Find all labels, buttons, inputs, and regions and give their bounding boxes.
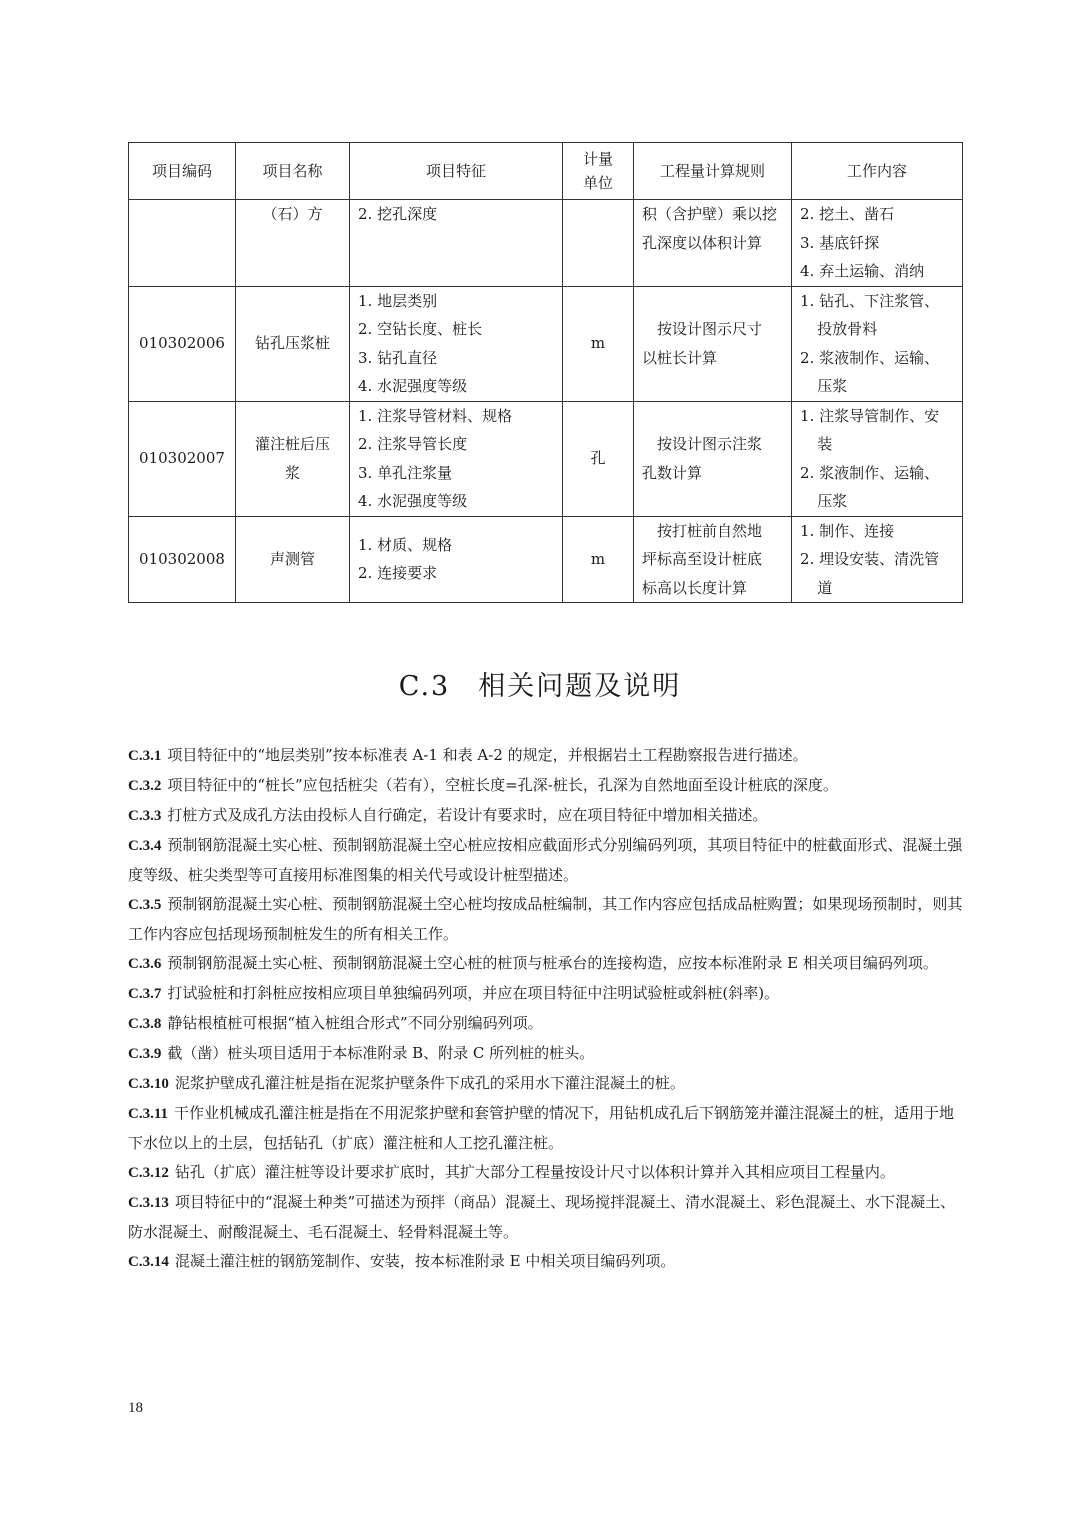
note-item — [128, 1039, 964, 1069]
note-text: 静钻根植桩可根据“植入桩组合形式”不同分别编码列项。 — [167, 1014, 543, 1032]
feature-line: 3. 钻孔直径 — [358, 348, 438, 367]
note-text: 预制钢筋混凝土实心桩、预制钢筋混凝土空心桩的桩顶与桩承台的连接构造，应按本标准附录 E 相关项目编码列项。 — [167, 954, 938, 972]
note-number: C.3.6 — [128, 956, 162, 972]
rule-line: 标高以长度计算 — [642, 578, 748, 597]
work-line: 1. 注浆导管制作、安 — [800, 406, 940, 425]
cell-work — [792, 286, 963, 401]
cell-work — [792, 200, 963, 287]
note-item — [128, 1247, 964, 1277]
note-number: C.3.10 — [128, 1076, 169, 1092]
table-row — [129, 286, 963, 401]
feature-line: 1. 注浆导管材料、规格 — [358, 406, 513, 425]
cell-features — [350, 401, 563, 516]
cell-features — [350, 286, 563, 401]
cell-rule — [634, 200, 792, 287]
feature-line: 3. 单孔注浆量 — [358, 463, 453, 482]
feature-line: 1. 地层类别 — [358, 291, 438, 310]
rule-line: 按打桩前自然地 — [657, 521, 763, 540]
note-item — [128, 1009, 964, 1039]
header-item-features: 项目特征 — [350, 143, 563, 200]
rule-line: 按设计图示尺寸 — [657, 320, 763, 338]
section-number: C.3 — [398, 671, 451, 702]
note-text: 项目特征中的“地层类别”按本标准表 A-1 和表 A-2 的规定，并根据岩土工程勘察报告进行描述。 — [167, 746, 808, 764]
note-number: C.3.8 — [128, 1016, 162, 1032]
rule-line: 按设计图示注浆 — [657, 435, 763, 453]
work-line: 3. 基底钎探 — [800, 233, 880, 252]
cell-name: 钻孔压浆桩 — [236, 286, 350, 401]
note-text: 干作业机械成孔灌注桩是指在不用泥浆护壁和套管护壁的情况下，用钻机成孔后下钢筋笼并灌注混凝土的桩，适用于地下水位以上的土层，包括钻孔（扩底）灌注桩和人工挖孔灌注桩。 — [128, 1104, 955, 1152]
cell-unit: 孔 — [563, 401, 634, 516]
header-item-name: 项目名称 — [236, 143, 350, 200]
cell-name: 灌注桩后压浆 — [236, 401, 350, 516]
header-calc-rule: 工程量计算规则 — [634, 143, 792, 200]
cell-code — [129, 200, 236, 287]
notes-list — [128, 741, 964, 1277]
feature-line: 2. 挖孔深度 — [358, 205, 438, 223]
note-text: 项目特征中的“桩长”应包括桩尖（若有），空桩长度=孔深-桩长，孔深为自然地面至设计桩底的深度。 — [167, 776, 838, 794]
feature-line: 2. 注浆导管长度 — [358, 435, 468, 453]
cell-rule — [634, 401, 792, 516]
feature-line: 4. 水泥强度等级 — [358, 492, 468, 510]
feature-line: 2. 空钻长度、桩长 — [358, 320, 483, 338]
note-number: C.3.5 — [128, 897, 162, 913]
cell-unit: m — [563, 286, 634, 401]
note-item — [128, 1069, 964, 1099]
cell-work — [792, 401, 963, 516]
note-number: C.3.13 — [128, 1195, 169, 1211]
rule-line: 坪标高至设计桩底 — [642, 550, 763, 568]
note-text: 打桩方式及成孔方法由投标人自行确定，若设计有要求时，应在项目特征中增加相关描述。 — [167, 806, 768, 824]
note-text: 钻孔（扩底）灌注桩等设计要求扩底时，其扩大部分工程量按设计尺寸以体积计算并入其相应项目工程量内。 — [174, 1163, 895, 1181]
header-work-content: 工作内容 — [792, 143, 963, 200]
cell-rule — [634, 516, 792, 603]
note-text: 预制钢筋混凝土实心桩、预制钢筋混凝土空心桩均按成品桩编制，其工作内容应包括成品桩购置；如果现场预制时，则其工作内容应包括现场预制桩发生的所有相关工作。 — [128, 895, 963, 943]
note-number: C.3.14 — [128, 1254, 169, 1270]
note-text: 项目特征中的“混凝土种类”可描述为预拌（商品）混凝土、现场搅拌混凝土、清水混凝土、彩色混凝土、水下混凝土、防水混凝土、耐酸混凝土、毛石混凝土、轻骨料混凝土等。 — [128, 1193, 956, 1241]
cell-features — [350, 516, 563, 603]
note-item — [128, 890, 964, 949]
work-line: 道 — [817, 578, 833, 597]
work-line: 2. 埋设安装、清洗管 — [800, 550, 940, 568]
note-item — [128, 1099, 964, 1158]
note-text: 截（凿）桩头项目适用于本标准附录 B、附录 C 所列桩的桩头。 — [167, 1044, 595, 1062]
cell-code: 010302006 — [129, 286, 236, 401]
note-item — [128, 949, 964, 979]
note-text: 预制钢筋混凝土实心桩、预制钢筋混凝土空心桩应按相应截面形式分别编码列项，其项目特征中的桩截面形式、混凝土强度等级、桩尖类型等可直接用标准图集的相关代号或设计桩型描述。 — [128, 836, 963, 884]
note-item — [128, 831, 964, 890]
note-number: C.3.4 — [128, 838, 162, 854]
header-unit: 计量单位 — [563, 143, 634, 200]
work-line: 1. 钻孔、下注浆管、 — [800, 291, 940, 310]
work-line: 压浆 — [817, 492, 848, 510]
cell-features — [350, 200, 563, 287]
cell-name: 声测管 — [236, 516, 350, 603]
work-line: 4. 弃土运输、消纳 — [800, 262, 925, 280]
rule-line: 积（含护壁）乘以挖 — [642, 205, 778, 223]
note-number: C.3.12 — [128, 1165, 169, 1181]
note-item — [128, 1188, 964, 1247]
table-row — [129, 200, 963, 287]
note-item — [128, 771, 964, 801]
cell-unit — [563, 200, 634, 287]
note-number: C.3.9 — [128, 1046, 162, 1062]
table-row — [129, 401, 963, 516]
note-number: C.3.2 — [128, 778, 162, 794]
header-item-code: 项目编码 — [129, 143, 236, 200]
cell-work — [792, 516, 963, 603]
note-number: C.3.3 — [128, 808, 162, 824]
note-item — [128, 979, 964, 1009]
cell-unit: m — [563, 516, 634, 603]
work-line: 压浆 — [817, 377, 848, 395]
feature-line: 2. 连接要求 — [358, 564, 438, 583]
work-line: 1. 制作、连接 — [800, 521, 895, 540]
work-line: 投放骨料 — [817, 320, 878, 338]
work-line: 2. 浆液制作、运输、 — [800, 463, 940, 482]
cell-code: 010302008 — [129, 516, 236, 603]
bill-of-quantities-table — [128, 142, 963, 603]
section-heading — [0, 664, 1080, 703]
table-header-row — [129, 143, 963, 200]
note-text: 泥浆护壁成孔灌注桩是指在泥浆护壁条件下成孔的采用水下灌注混凝土的桩。 — [174, 1074, 685, 1092]
note-number: C.3.11 — [128, 1106, 169, 1122]
cell-name — [236, 200, 350, 287]
note-text: 打试验桩和打斜桩应按相应项目单独编码列项，并应在项目特征中注明试验桩或斜桩(斜率)。 — [167, 984, 780, 1002]
feature-line: 1. 材质、规格 — [358, 535, 453, 554]
table-row — [129, 516, 963, 603]
work-line: 装 — [817, 435, 833, 453]
work-line: 2. 挖土、凿石 — [800, 205, 895, 223]
page-number: 18 — [128, 1400, 143, 1416]
note-number: C.3.1 — [128, 748, 162, 764]
note-item — [128, 741, 964, 771]
rule-line: 孔数计算 — [642, 463, 703, 482]
note-item — [128, 801, 964, 831]
cell-rule — [634, 286, 792, 401]
note-text: 混凝土灌注桩的钢筋笼制作、安装，按本标准附录 E 中相关项目编码列项。 — [174, 1252, 676, 1270]
feature-line: 4. 水泥强度等级 — [358, 377, 468, 395]
cell-code: 010302007 — [129, 401, 236, 516]
rule-line: 以桩长计算 — [642, 348, 718, 367]
rule-line: 孔深度以体积计算 — [642, 233, 763, 252]
cell-name-text: （石）方 — [262, 205, 323, 223]
section-title: 相关问题及说明 — [478, 671, 682, 702]
work-line: 2. 浆液制作、运输、 — [800, 348, 940, 367]
note-number: C.3.7 — [128, 986, 162, 1002]
note-item — [128, 1158, 964, 1188]
